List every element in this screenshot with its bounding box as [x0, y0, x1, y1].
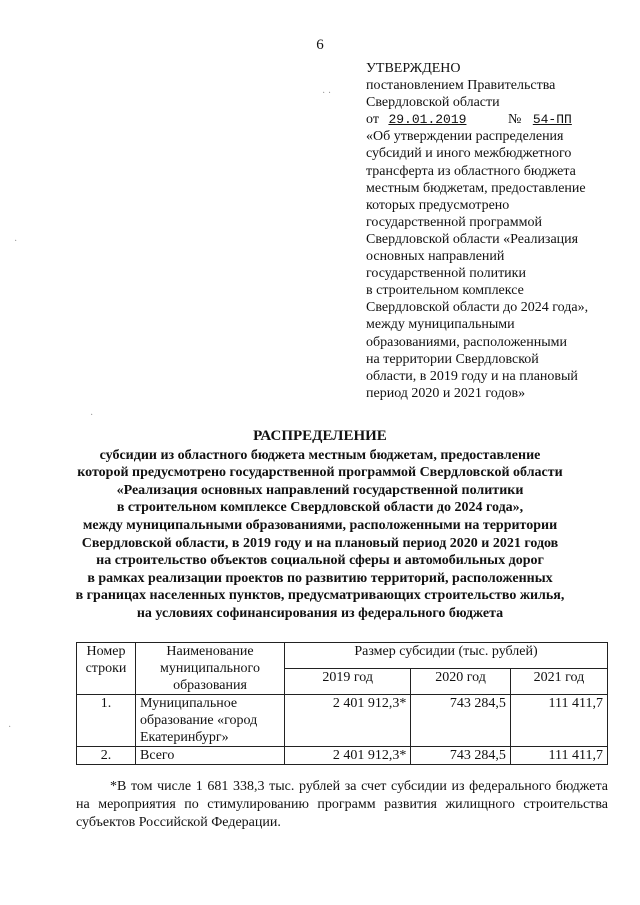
approval-title-line: в строительном комплексе [366, 283, 524, 299]
heading-line: субсидии из областного бюджета местным бюджетам, предоставление [99, 447, 541, 463]
row-value-2020: 743 284,5 [411, 695, 511, 747]
heading-line: на строительство объектов социальной сферы и автомобильных дорог [96, 553, 544, 569]
approval-title-line: государственной политики [366, 266, 526, 282]
heading-line: между муниципальными образованиями, расположенными на территории [82, 517, 558, 533]
heading-line: на условиях софинансирования из федерального бюджета [136, 605, 504, 621]
scan-speck: · · [322, 88, 332, 99]
heading-line: в рамках реализации проектов по развитию территорий, расположенных [87, 570, 553, 586]
heading-line: которой предусмотрено государственной программой Свердловской области [77, 465, 563, 481]
approval-title-line: «Об утверждении распределения [366, 129, 564, 145]
approval-title-line: на территории Свердловской [366, 351, 539, 367]
table-row-total [77, 747, 608, 765]
approval-title-line: местным бюджетам, предоставление [366, 180, 586, 196]
scan-speck: · [8, 722, 12, 733]
approval-title-line: субсидий и иного межбюджетного [366, 146, 572, 162]
row-value-2020: 743 284,5 [411, 747, 511, 765]
heading-title: РАСПРЕДЕЛЕНИЕ [253, 428, 387, 444]
approval-title-line: трансферта из областного бюджета [366, 163, 576, 179]
scan-speck: · [14, 236, 18, 247]
row-value-2021: 111 411,7 [510, 747, 607, 765]
approval-label: УТВЕРЖДЕНО [366, 61, 461, 76]
approval-title-line: период 2020 и 2021 годов» [366, 385, 526, 401]
year-2021-header: 2021 год [510, 669, 607, 695]
document-heading [40, 428, 600, 623]
year-2019-header: 2019 год [285, 669, 411, 695]
scan-speck: · [90, 410, 94, 421]
approval-title-line: Свердловской области «Реализация [366, 231, 579, 247]
col-size-header: Размер субсидии (тыс. рублей) [285, 643, 608, 669]
row-number: 1. [77, 695, 136, 747]
approval-region: Свердловской области [366, 95, 500, 111]
approval-block [366, 60, 626, 402]
number-prefix: № [507, 112, 522, 128]
row-value-2021: 111 411,7 [510, 695, 607, 747]
table-header-row [77, 643, 608, 669]
heading-line: в строительном комплексе Свердловской области до 2024 года», [116, 500, 524, 516]
approval-title-line: области, в 2019 году и на плановый [366, 368, 578, 384]
approval-title-line: основных направлений [366, 249, 505, 265]
approval-by-line: постановлением Правительства [366, 78, 556, 94]
approval-title-line: которых предусмотрено [366, 197, 510, 213]
heading-line: «Реализация основных направлений государственной политики [116, 482, 524, 498]
approval-title-line: государственной программой [366, 214, 542, 230]
approval-date-line [366, 111, 626, 128]
approval-title-line: Свердловской области до 2024 года», [366, 300, 589, 316]
heading-line: Свердловской области, в 2019 году и на плановый период 2020 и 2021 годов [81, 535, 559, 551]
col-name-header: Наименование муниципального образования [136, 643, 285, 695]
row-value-2019: 2 401 912,3* [285, 695, 411, 747]
subsidy-table [76, 642, 608, 765]
approval-number: 54-ПП [532, 112, 572, 128]
row-name: Муниципальное образование «город Екатеринбург» [136, 695, 285, 747]
page-number: 6 [316, 37, 324, 53]
row-number: 2. [77, 747, 136, 765]
date-prefix: от [366, 112, 379, 128]
year-2020-header: 2020 год [411, 669, 511, 695]
approval-title-line: между муниципальными [366, 317, 515, 333]
approval-date: 29.01.2019 [388, 112, 467, 128]
col-number-header: Номер строки [77, 643, 136, 695]
heading-line: в границах населенных пунктов, предусматривающих строительство жилья, [75, 588, 565, 604]
footnote: *В том числе 1 681 338,3 тыс. рублей за счет субсидии из федерального бюджета на мероприятия по стимулированию программ развития жилищного строительства субъектов Российской Федерации. [76, 779, 608, 830]
row-value-2019: 2 401 912,3* [285, 747, 411, 765]
row-name: Всего [136, 747, 285, 765]
table-row [77, 695, 608, 747]
approval-title-line: образованиями, расположенными [366, 334, 568, 350]
